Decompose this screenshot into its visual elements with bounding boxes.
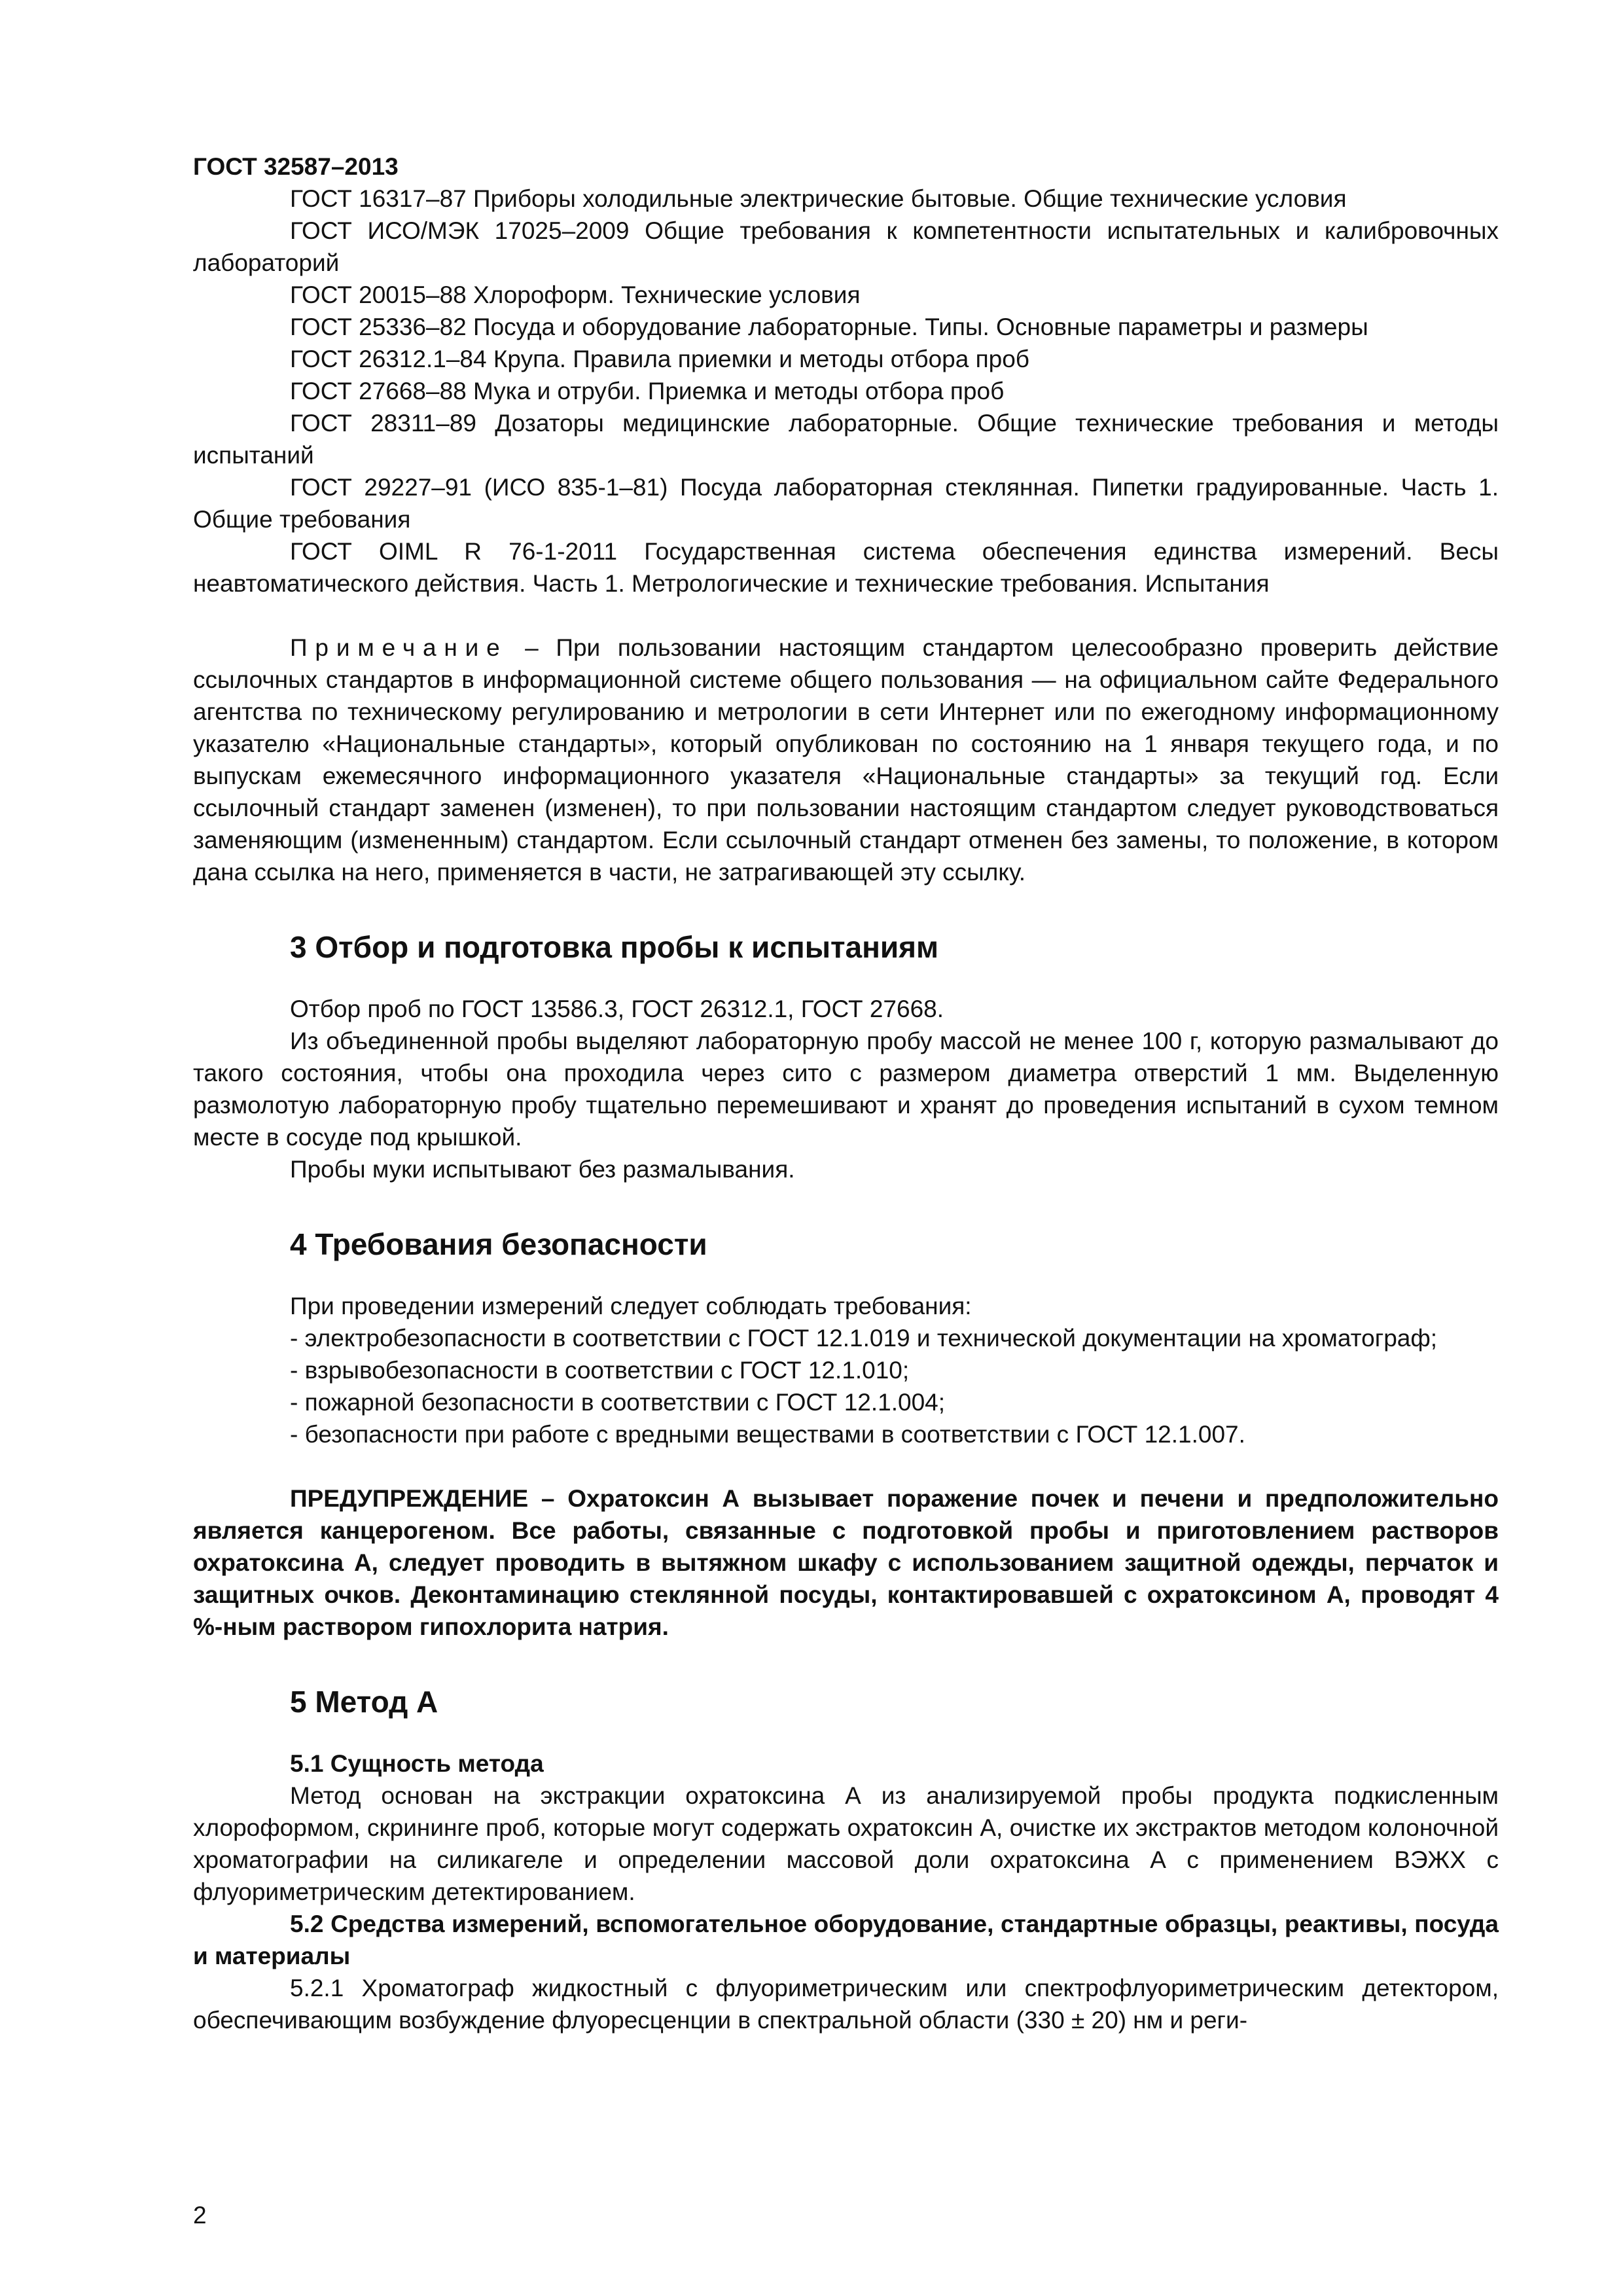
section-3-paragraph: Из объединенной пробы выделяют лабораторную пробу массой не менее 100 г, которую размалывают до такого состояния, чтобы она проходила через сито с размером диаметра отверстий 1 мм. Выделенную размолотую лабораторную пробу тщательно перемешивают и хранят до проведения испытаний в сухом темном месте в сосуде под крышкой. — [193, 1028, 1499, 1151]
section-5-heading: 5 Метод А — [290, 1685, 438, 1719]
section-3-paragraph: Пробы муки испытывают без размалывания. — [290, 1156, 795, 1183]
warning-paragraph: ПРЕДУПРЕЖДЕНИЕ – Охратоксин А вызывает поражение почек и печени и предположительно является канцерогеном. Все работы, связанные с подготовкой пробы и приготовлением растворов охратоксина А, следует проводить в вытяжном шкафу с использованием защитной одежды, перчаток и защитных очков. Деконтаминацию стеклянной посуды, контактировавшей с охратоксином А, проводят 4 %-ным раствором гипохлорита натрия. — [193, 1485, 1499, 1640]
subsection-5-2-1-text: 5.2.1 Хроматограф жидкостный с флуориметрическим или спектрофлуориметрическим детектором, обеспечивающим возбуждение флуоресценции в спектральной области (330 ± 20) нм и реги- — [193, 1975, 1499, 2034]
note-label: Примечание — [290, 634, 508, 661]
reference-item: ГОСТ 27668–88 Мука и отруби. Приемка и методы отбора проб — [290, 378, 1005, 404]
references-list — [193, 183, 1499, 600]
subsection-5-1-title: 5.1 Сущность метода — [290, 1750, 544, 1777]
document-header: ГОСТ 32587–2013 — [193, 153, 399, 180]
safety-list-item: - пожарной безопасности в соответствии с ГОСТ 12.1.004; — [290, 1389, 946, 1416]
reference-item: ГОСТ 29227–91 (ИСО 835-1–81) Посуда лабораторная стеклянная. Пипетки градуированные. Часть 1. Общие требования — [193, 474, 1499, 533]
section-3-paragraph: Отбор проб по ГОСТ 13586.3, ГОСТ 26312.1, ГОСТ 27668. — [290, 996, 944, 1022]
page-number: 2 — [193, 2202, 207, 2229]
reference-item: ГОСТ 28311–89 Дозаторы медицинские лабораторные. Общие технические требования и методы испытаний — [193, 410, 1499, 469]
reference-item: ГОСТ 26312.1–84 Крупа. Правила приемки и методы отбора проб — [290, 346, 1029, 372]
note-paragraph — [193, 632, 1499, 888]
page-content — [193, 151, 1499, 2036]
section-4-intro: При проведении измерений следует соблюдать требования: — [290, 1293, 972, 1319]
safety-list-item: - электробезопасности в соответствии с ГОСТ 12.1.019 и технической документации на хроматограф; — [290, 1325, 1438, 1352]
section-3-heading: 3 Отбор и подготовка пробы к испытаниям — [290, 930, 939, 964]
safety-list-item: - безопасности при работе с вредными веществами в соответствии с ГОСТ 12.1.007. — [290, 1421, 1245, 1448]
subsection-5-2-title: 5.2 Средства измерений, вспомогательное оборудование, стандартные образцы, реактивы, посуда и материалы — [193, 1910, 1499, 1969]
reference-item: ГОСТ ИСО/МЭК 17025–2009 Общие требования к компетентности испытательных и калибровочных лабораторий — [193, 217, 1499, 276]
note-text: – При пользовании настоящим стандартом целесообразно проверить действие ссылочных стандартов в информационной системе общего пользования — на официальном сайте Федерального агентства по техническому регулированию и метрологии в сети Интернет или по ежегодному информационному указателю «Национальные стандарты», который опубликован по состоянию на 1 января текущего года, и по выпускам ежемесячного информационного указателя «Национальные стандарты» за текущий год. Если ссылочный стандарт заменен (изменен), то при пользовании настоящим стандартом следует руководствоваться заменяющим (измененным) стандартом. Если ссылочный стандарт отменен без замены, то положение, в котором дана ссылка на него, применяется в части, не затрагивающей эту ссылку. — [193, 634, 1499, 886]
reference-item: ГОСТ 16317–87 Приборы холодильные электрические бытовые. Общие технические условия — [290, 185, 1347, 212]
reference-item: ГОСТ 25336–82 Посуда и оборудование лабораторные. Типы. Основные параметры и размеры — [290, 314, 1368, 340]
subsection-5-1-text: Метод основан на экстракции охратоксина А из анализируемой пробы продукта подкисленным хлороформом, скрининге проб, которые могут содержать охратоксин А, очистке их экстрактов методом колоночной хроматографии на силикагеле и определении массовой доли охратоксина А с применением ВЭЖХ с флуориметрическим детектированием. — [193, 1782, 1499, 1905]
reference-item: ГОСТ OIML R 76-1-2011 Государственная система обеспечения единства измерений. Весы неавтоматического действия. Часть 1. Метрологические и технические требования. Испытания — [193, 538, 1499, 597]
section-4-heading: 4 Требования безопасности — [290, 1227, 707, 1261]
reference-item: ГОСТ 20015–88 Хлороформ. Технические условия — [290, 281, 861, 308]
safety-list-item: - взрывобезопасности в соответствии с ГОСТ 12.1.010; — [290, 1357, 910, 1384]
